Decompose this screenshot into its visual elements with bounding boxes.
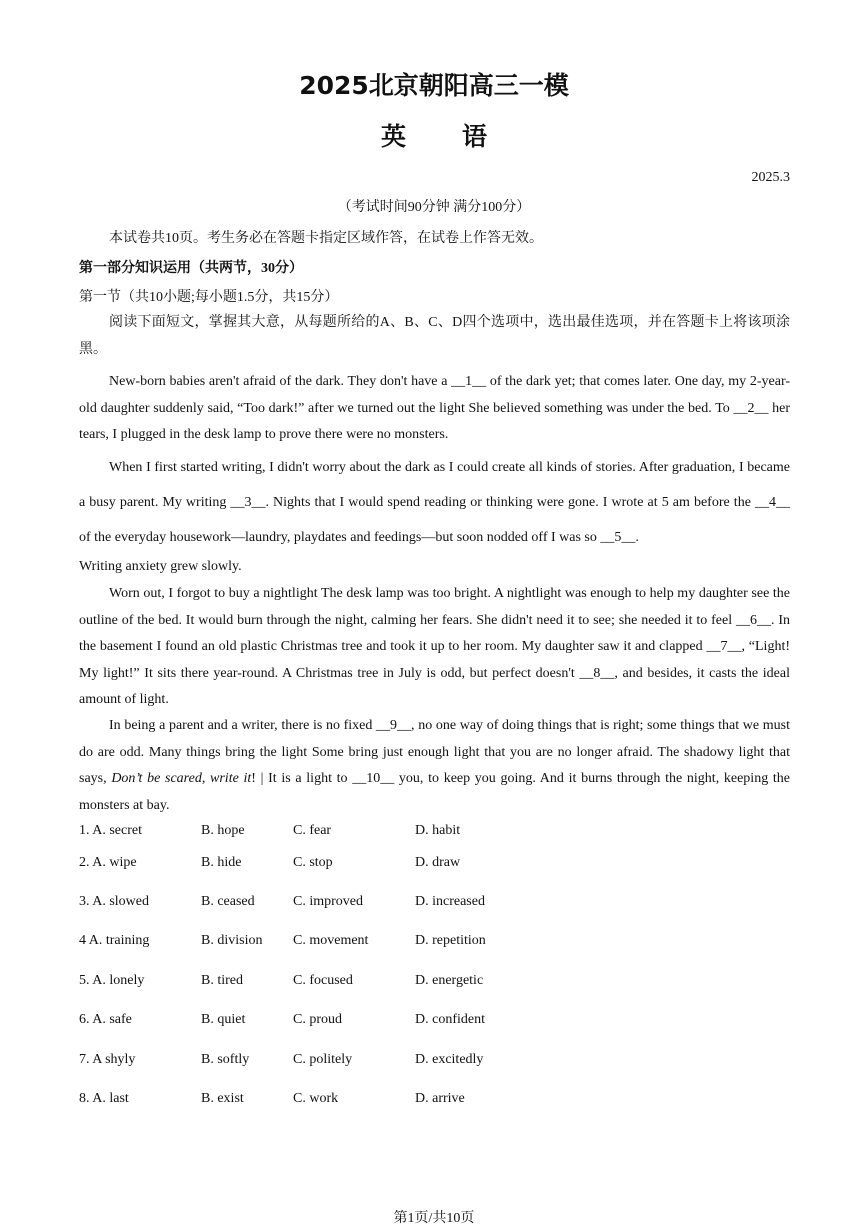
option-row-2 xyxy=(79,855,579,875)
option-a: 1. A. secret xyxy=(79,823,142,838)
page-footer: 第1页/共10页 xyxy=(393,1211,475,1226)
option-a: 8. A. last xyxy=(79,1091,129,1106)
option-c: C. stop xyxy=(293,855,333,870)
option-d: D. energetic xyxy=(415,973,484,988)
passage-paragraph-4 xyxy=(79,713,790,819)
option-a: 4 A. training xyxy=(79,933,150,948)
option-b: B. exist xyxy=(201,1091,244,1106)
passage-paragraph-2-end: Writing anxiety grew slowly. xyxy=(79,559,242,574)
option-c: C. movement xyxy=(293,933,369,948)
option-b: B. tired xyxy=(201,973,243,988)
option-b: B. ceased xyxy=(201,894,255,909)
option-b: B. quiet xyxy=(201,1012,246,1027)
part1-heading: 第一部分知识运用（共两节，30分） xyxy=(79,261,303,276)
option-b: B. hide xyxy=(201,855,242,870)
exam-title: 2025北京朝阳高三一模 xyxy=(299,71,569,100)
passage-paragraph-1: New-born babies aren't afraid of the dark. They don't have a __1__ of the dark yet; that comes later. One day, my 2-year-old daughter suddenly said, “Too dark!” after we turned out the light She believed something was under the bed. To __2__ her tears, I plugged in the desk lamp to prove there were no monsters. xyxy=(79,374,790,442)
option-d: D. draw xyxy=(415,855,461,870)
passage-paragraph-3: Worn out, I forgot to buy a nightlight The desk lamp was too bright. A nightlight was enough to help my daughter see the outline of the bed. It would burn through the night, calming her fears. She didn't need it to see; she needed it to feel __6__. In the basement I found an old plastic Christmas tree and took it up to her room. My daughter saw it and clapped __7__, “Light! My light!” It sits there year-round. A Christmas tree in July is odd, but perfect doesn't __8__, and besides, it casts the ideal amount of light. xyxy=(79,586,790,707)
option-a: 3. A. slowed xyxy=(79,894,149,909)
option-row-8 xyxy=(79,1091,579,1111)
option-b: B. softly xyxy=(201,1052,250,1067)
option-c: C. focused xyxy=(293,973,353,988)
instructions: 阅读下面短文，掌握其大意，从每题所给的A、B、C、D四个选项中，选出最佳选项，并在答题卡上将该项涂黑。 xyxy=(79,315,790,357)
option-row-1 xyxy=(79,823,579,843)
option-b: B. hope xyxy=(201,823,245,838)
option-row-6 xyxy=(79,1012,579,1032)
p4-italic: Don’t be scared, write it xyxy=(111,771,252,786)
option-d: D. increased xyxy=(415,894,485,909)
option-c: C. proud xyxy=(293,1012,342,1027)
option-d: D. repetition xyxy=(415,933,486,948)
option-c: C. fear xyxy=(293,823,332,838)
option-a: 6. A. safe xyxy=(79,1012,132,1027)
passage-paragraph-2: When I first started writing, I didn't worry about the dark as I could create all kinds of stories. After graduation, I became a busy parent. My writing __3__. Nights that I would spend reading or thinking were gone. I wrote at 5 am before the __4__ of the everyday housework—laundry, playdates and feedings—but soon nodded off I was so __5__. xyxy=(79,460,790,545)
option-d: D. excitedly xyxy=(415,1052,484,1067)
option-b: B. division xyxy=(201,933,263,948)
subject-title: 英语 xyxy=(380,122,543,151)
exam-notice: 本试卷共10页。考生务必在答题卡指定区域作答，在试卷上作答无效。 xyxy=(109,231,543,246)
option-row-7 xyxy=(79,1052,579,1072)
option-d: D. habit xyxy=(415,823,461,838)
option-row-3 xyxy=(79,894,579,914)
option-c: C. improved xyxy=(293,894,363,909)
option-c: C. work xyxy=(293,1091,339,1106)
option-row-4 xyxy=(79,933,579,953)
option-a: 7. A shyly xyxy=(79,1052,136,1067)
p4-text-b: ! | It is a light to __10__ you, to keep you going. And it burns through the night, keeping the monsters at bay. xyxy=(79,771,790,813)
option-d: D. arrive xyxy=(415,1091,465,1106)
p4-text-a: In being a parent and a writer, there is no fixed __9__, no one way of doing things that is right; some things that we must do are odd. Many things bring the light Some bring just enough light that you are no longer afraid. The shadowy light that says, xyxy=(79,718,790,786)
exam-date: 2025.3 xyxy=(751,170,790,185)
exam-info: （考试时间90分钟 满分100分） xyxy=(337,200,531,215)
section1-heading: 第一节（共10小题;每小题1.5分，共15分） xyxy=(79,290,339,305)
option-row-5 xyxy=(79,973,579,993)
option-d: D. confident xyxy=(415,1012,485,1027)
option-a: 2. A. wipe xyxy=(79,855,137,870)
option-c: C. politely xyxy=(293,1052,353,1067)
option-a: 5. A. lonely xyxy=(79,973,145,988)
